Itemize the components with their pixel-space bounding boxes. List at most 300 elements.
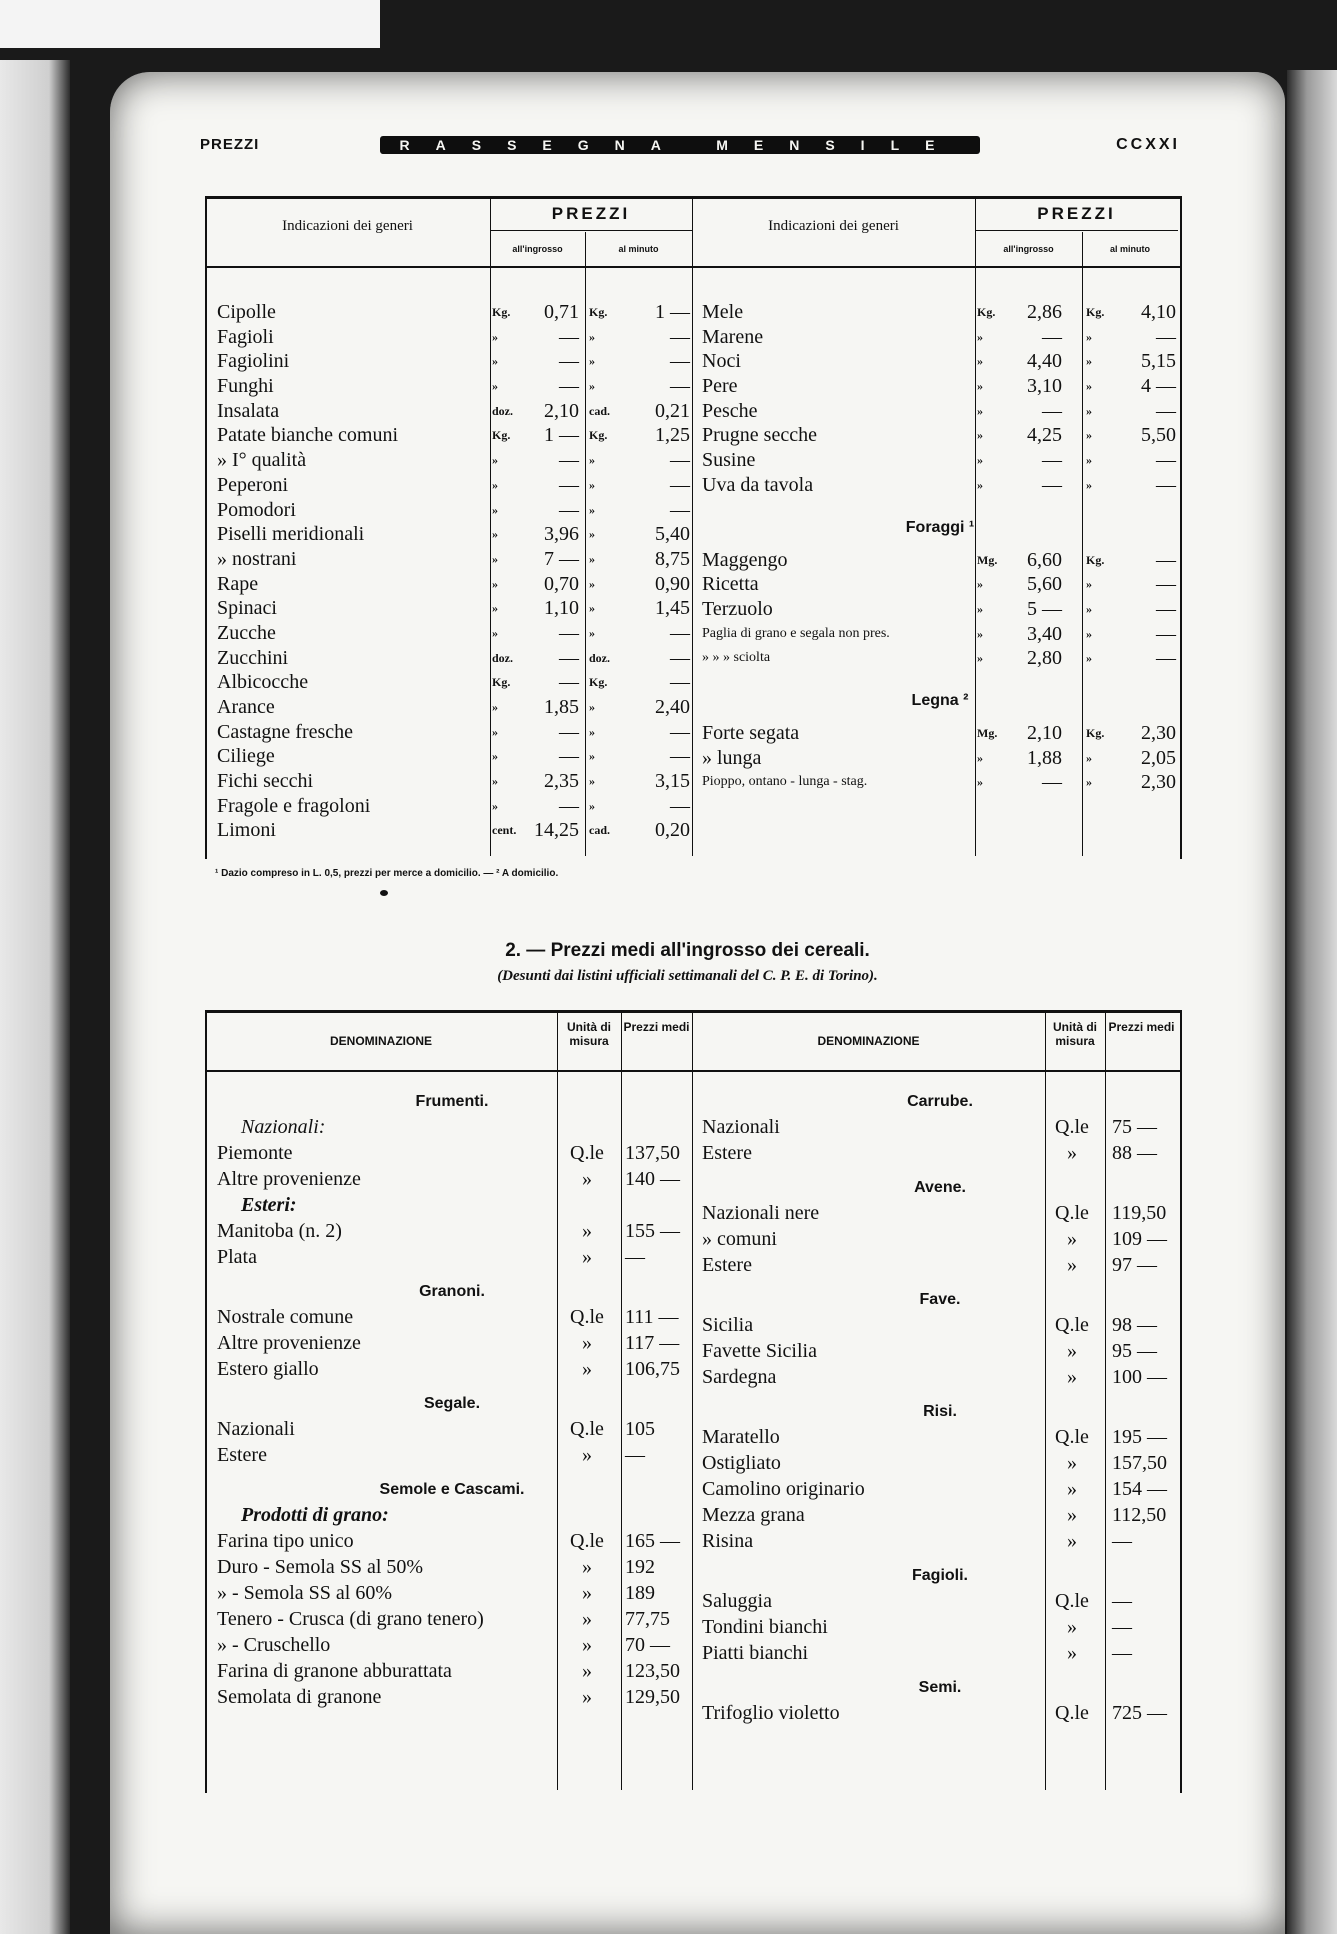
price-ingrosso: 14,25	[534, 819, 579, 842]
item-name: » - Cruschello	[217, 1634, 331, 1656]
item-name: Prugne secche	[702, 424, 817, 447]
price-minuto: —	[1156, 647, 1176, 670]
price-ingrosso: 5,60	[1027, 573, 1062, 596]
unit-minuto: Kg.	[1086, 552, 1105, 567]
unit-ingrosso: »	[492, 576, 498, 591]
header-price-right: Prezzi medi	[1108, 1020, 1175, 1034]
unit-minuto: doz.	[589, 650, 610, 665]
table-row	[217, 720, 690, 745]
unit-minuto: Kg.	[1086, 725, 1105, 740]
average-price: 119,50	[1112, 1202, 1167, 1224]
item-name: Nazionali	[217, 1418, 295, 1440]
table-row	[217, 1684, 687, 1710]
table-row	[217, 325, 690, 350]
item-name: Funghi	[217, 375, 274, 398]
unit-of-measure: »	[1067, 1642, 1077, 1664]
price-minuto: 2,05	[1141, 746, 1176, 769]
table-row	[702, 473, 1178, 498]
unit-minuto: »	[589, 601, 595, 616]
average-price: 100 —	[1112, 1366, 1167, 1388]
table-row	[217, 1606, 687, 1632]
unit-of-measure: »	[1067, 1504, 1077, 1526]
section-granoni: Granoni.	[419, 1283, 485, 1300]
table-row	[217, 769, 690, 794]
price-ingrosso: —	[559, 325, 579, 348]
table-row	[217, 498, 690, 523]
header-minuto-right: al minuto	[1110, 244, 1150, 254]
running-header	[200, 132, 1180, 172]
unit-minuto: »	[1086, 577, 1092, 592]
unit-ingrosso: »	[492, 700, 498, 714]
table-row	[217, 374, 690, 399]
item-name: Tenero - Crusca (di grano tenero)	[217, 1608, 484, 1630]
unit-of-measure: Q.le	[1055, 1116, 1089, 1138]
price-minuto: —	[1156, 449, 1176, 472]
price-minuto: 3,15	[655, 770, 690, 793]
item-name: Maggengo	[702, 548, 788, 571]
price-minuto: 1 —	[655, 301, 690, 323]
price-minuto: —	[670, 325, 690, 348]
item-name: Ciliege	[217, 745, 275, 768]
unit-minuto: »	[589, 453, 595, 468]
left-rows	[217, 1080, 687, 1710]
table-row	[217, 1528, 687, 1554]
average-price: —	[625, 1246, 645, 1268]
item-name: Nazionali nere	[702, 1202, 820, 1224]
table-row	[217, 423, 690, 448]
item-name: Altre provenienze	[217, 1332, 361, 1354]
unit-minuto: »	[1086, 601, 1092, 616]
average-price: —	[625, 1444, 645, 1466]
unit-ingrosso: Kg.	[492, 305, 511, 319]
unit-minuto: »	[1086, 750, 1092, 765]
item-name: » » » sciolta	[702, 650, 771, 666]
item-name: Farina tipo unico	[217, 1530, 354, 1552]
table-row	[702, 1476, 1178, 1502]
section-legna: Legna ²	[911, 691, 969, 709]
unit-ingrosso: »	[492, 527, 498, 542]
unit-ingrosso: »	[977, 329, 983, 344]
section-risi: Risi.	[923, 1403, 957, 1420]
unit-ingrosso: doz.	[492, 650, 513, 665]
table-row	[702, 597, 1178, 622]
table-row	[217, 794, 690, 819]
price-ingrosso: 0,71	[544, 301, 579, 323]
price-ingrosso: 3,96	[544, 523, 579, 546]
table-row	[217, 1218, 687, 1244]
item-name: » comuni	[702, 1228, 777, 1250]
unit-ingrosso: »	[977, 775, 983, 790]
header-subrule	[490, 230, 692, 231]
table-row	[217, 473, 690, 498]
price-ingrosso: 2,86	[1027, 301, 1062, 323]
price-ingrosso: 6,60	[1027, 548, 1062, 571]
price-ingrosso: 0,70	[544, 572, 579, 595]
price-ingrosso: 1,88	[1027, 746, 1062, 769]
unit-minuto: cad.	[589, 403, 610, 418]
item-name: Mezza grana	[702, 1504, 805, 1526]
average-price: 109 —	[1112, 1228, 1167, 1250]
subsection-esteri: Esteri:	[241, 1194, 297, 1216]
unit-minuto: »	[1086, 626, 1092, 641]
header-ingrosso-right: all'ingrosso	[1003, 244, 1054, 254]
item-name: Castagne fresche	[217, 720, 354, 743]
unit-of-measure: Q.le	[1055, 1202, 1089, 1224]
table-row	[702, 1200, 1178, 1226]
header-ingrosso-left: all'ingrosso	[512, 244, 563, 254]
section-foraggi: Foraggi ¹	[905, 518, 975, 536]
price-minuto: 1,25	[655, 424, 690, 447]
item-name: Spinaci	[217, 597, 277, 620]
table-row	[702, 646, 1178, 671]
average-price: 195 —	[1112, 1426, 1167, 1448]
average-price: —	[1112, 1530, 1132, 1552]
table-row	[217, 1632, 687, 1658]
price-ingrosso: —	[559, 646, 579, 669]
price-ingrosso: —	[559, 375, 579, 398]
table-row	[217, 744, 690, 769]
item-name: Cipolle	[217, 301, 276, 323]
unit-of-measure: Q.le	[570, 1142, 604, 1164]
average-price: 105	[625, 1418, 655, 1440]
price-ingrosso: —	[559, 720, 579, 743]
item-name: Terzuolo	[702, 597, 773, 620]
unit-ingrosso: Kg.	[492, 428, 511, 443]
section-carrube: Carrube.	[907, 1093, 973, 1110]
unit-ingrosso: »	[977, 379, 983, 394]
average-price: 112,50	[1112, 1504, 1167, 1526]
right-rows	[702, 300, 1178, 795]
scan-left-margin	[0, 60, 70, 1934]
table-row	[702, 1140, 1178, 1166]
unit-of-measure: »	[582, 1444, 592, 1466]
item-name: Ricetta	[702, 573, 759, 596]
unit-of-measure: Q.le	[570, 1306, 604, 1328]
item-name: Insalata	[217, 399, 280, 422]
unit-of-measure: »	[582, 1332, 592, 1354]
unit-minuto: »	[1086, 651, 1092, 666]
item-name: Paglia di grano e segala non pres.	[702, 625, 890, 641]
header-unit-left: Unità di misura	[567, 1020, 611, 1048]
item-name: Pioppo, ontano - lunga - stag.	[702, 774, 868, 790]
section-frumenti: Frumenti.	[415, 1093, 489, 1110]
unit-minuto: »	[589, 477, 595, 492]
unit-of-measure: »	[1067, 1478, 1077, 1500]
item-name: Pesche	[702, 399, 758, 422]
unit-ingrosso: »	[977, 428, 983, 443]
item-name: Fagioli	[217, 325, 274, 348]
unit-minuto: »	[589, 329, 595, 344]
unit-ingrosso: »	[492, 329, 498, 344]
unit-minuto: »	[1086, 354, 1092, 369]
unit-minuto: Kg.	[589, 305, 608, 319]
unit-minuto: Kg.	[1086, 305, 1105, 319]
unit-minuto: cad.	[589, 823, 610, 838]
item-name: Estere	[217, 1444, 267, 1466]
table-row	[217, 1304, 687, 1330]
table-row	[217, 621, 690, 646]
price-minuto: —	[1156, 622, 1176, 645]
price-minuto: 0,90	[655, 572, 690, 595]
average-price: 725 —	[1112, 1702, 1167, 1724]
unit-of-measure: »	[1067, 1340, 1077, 1362]
unit-ingrosso: »	[492, 749, 498, 764]
price-minuto: 0,20	[655, 819, 690, 842]
item-name: Trifoglio violetto	[702, 1702, 840, 1724]
unit-minuto: »	[1086, 775, 1092, 790]
table-row	[217, 300, 690, 325]
header-generi-left: Indicazioni dei generi	[282, 218, 413, 234]
item-name: Camolino originario	[702, 1478, 865, 1500]
table-row	[702, 1588, 1178, 1614]
table-row	[702, 325, 1178, 350]
price-minuto: 5,50	[1141, 424, 1176, 447]
item-name: Duro - Semola SS al 50%	[217, 1556, 424, 1578]
unit-minuto: »	[589, 354, 595, 369]
unit-of-measure: »	[582, 1634, 592, 1656]
table-row	[217, 596, 690, 621]
table-row	[702, 1502, 1178, 1528]
unit-ingrosso: »	[492, 354, 498, 369]
subsection-prodotti: Prodotti di grano:	[241, 1504, 389, 1526]
unit-of-measure: »	[582, 1556, 592, 1578]
price-minuto: —	[1156, 548, 1176, 571]
table-row	[702, 548, 1178, 573]
average-price: —	[1112, 1616, 1132, 1638]
header-page-number: CCXXI	[1116, 136, 1180, 153]
table-row	[702, 572, 1178, 597]
item-name: Estere	[702, 1142, 752, 1164]
header-den-left: DENOMINAZIONE	[330, 1034, 432, 1048]
unit-ingrosso: Kg.	[492, 675, 511, 690]
item-name: Albicocche	[217, 671, 309, 694]
table-row	[217, 695, 690, 720]
price-ingrosso: —	[1042, 449, 1062, 472]
unit-of-measure: Q.le	[1055, 1314, 1089, 1336]
unit-ingrosso: »	[492, 502, 498, 517]
price-ingrosso: —	[559, 794, 579, 817]
footnote: ¹ Dazio compreso in L. 0,5, prezzi per merce a domicilio. — ² A domicilio.	[215, 868, 559, 879]
unit-minuto: Kg.	[589, 428, 608, 443]
table-row	[217, 1554, 687, 1580]
item-name: Plata	[217, 1246, 257, 1268]
table-row	[702, 1640, 1178, 1666]
table-row	[702, 1614, 1178, 1640]
unit-minuto: »	[589, 551, 595, 566]
header-prezzi-left: PREZZI	[551, 204, 631, 223]
item-name: Piatti bianchi	[702, 1642, 809, 1664]
price-ingrosso: —	[1042, 399, 1062, 422]
price-ingrosso: 5 —	[1027, 597, 1062, 620]
table-row	[217, 1166, 687, 1192]
price-minuto: 5,15	[1141, 350, 1176, 373]
unit-ingrosso: »	[977, 601, 983, 616]
average-price: 77,75	[625, 1608, 670, 1630]
average-price: 189	[625, 1582, 655, 1604]
section-subtitle: (Desunti dai listini ufficiali settimanali del C. P. E. di Torino).	[497, 968, 878, 984]
section-avene: Avene.	[914, 1179, 966, 1196]
table-row	[217, 670, 690, 695]
table-row	[217, 572, 690, 597]
left-rows	[217, 300, 690, 843]
price-minuto: —	[670, 671, 690, 694]
price-minuto: —	[670, 375, 690, 398]
average-price: —	[1112, 1642, 1132, 1664]
unit-minuto: »	[1086, 379, 1092, 394]
price-ingrosso: 3,40	[1027, 622, 1062, 645]
unit-ingrosso: doz.	[492, 403, 513, 418]
unit-ingrosso: Kg.	[977, 305, 996, 319]
item-name: Piemonte	[217, 1142, 293, 1164]
price-minuto: 5,40	[655, 523, 690, 546]
item-name: Risina	[702, 1530, 754, 1552]
table-row	[217, 448, 690, 473]
unit-of-measure: »	[582, 1582, 592, 1604]
unit-minuto: »	[1086, 403, 1092, 418]
unit-ingrosso: »	[492, 774, 498, 789]
price-minuto: —	[670, 449, 690, 472]
unit-ingrosso: »	[492, 724, 498, 739]
unit-ingrosso: Mg.	[977, 552, 998, 567]
right-rows	[702, 1080, 1178, 1726]
unit-of-measure: Q.le	[570, 1530, 604, 1552]
header-generi-right: Indicazioni dei generi	[768, 218, 899, 234]
unit-of-measure: Q.le	[1055, 1702, 1089, 1724]
price-minuto: —	[1156, 597, 1176, 620]
ink-blot	[380, 890, 388, 896]
average-price: 97 —	[1112, 1254, 1157, 1276]
average-price: 98 —	[1112, 1314, 1157, 1336]
unit-ingrosso: »	[977, 354, 983, 369]
table-row	[217, 1442, 687, 1468]
unit-ingrosso: »	[492, 379, 498, 394]
header-prezzi-right: PREZZI	[1037, 204, 1116, 223]
item-name: Nazionali	[702, 1116, 780, 1138]
average-price: 75 —	[1112, 1116, 1157, 1138]
price-ingrosso: 2,80	[1027, 647, 1062, 670]
table-row	[217, 1580, 687, 1606]
item-name: Fragole e fragoloni	[217, 794, 371, 817]
item-name: Zucchini	[217, 646, 289, 669]
unit-ingrosso: »	[977, 750, 983, 765]
table-row	[702, 1364, 1178, 1390]
table-row	[217, 1140, 687, 1166]
price-ingrosso: 2,35	[544, 770, 579, 793]
table-prices-retail	[205, 196, 1180, 856]
item-name: Saluggia	[702, 1590, 772, 1612]
average-price: 106,75	[625, 1358, 680, 1380]
table-row	[217, 399, 690, 424]
table-row	[217, 1356, 687, 1382]
price-ingrosso: 1,10	[544, 597, 579, 620]
item-name: » lunga	[702, 746, 762, 769]
item-name: Forte segata	[702, 721, 800, 744]
price-ingrosso: 2,10	[1027, 721, 1062, 744]
average-price: 155 —	[625, 1220, 680, 1242]
price-minuto: 4 —	[1141, 375, 1176, 398]
average-price: 123,50	[625, 1660, 680, 1682]
item-name: Tondini bianchi	[702, 1616, 828, 1638]
unit-minuto: »	[1086, 477, 1092, 492]
table-row	[702, 1450, 1178, 1476]
average-price: 192	[625, 1556, 655, 1578]
unit-ingrosso: »	[492, 453, 498, 468]
column-rule	[692, 1010, 693, 1790]
price-ingrosso: 1 —	[544, 424, 579, 447]
average-price: 129,50	[625, 1686, 680, 1708]
unit-ingrosso: »	[492, 625, 498, 640]
unit-of-measure: »	[1067, 1142, 1077, 1164]
item-name: Mele	[702, 301, 744, 323]
item-name: Farina di granone abburattata	[217, 1660, 452, 1682]
unit-of-measure: Q.le	[570, 1418, 604, 1440]
section-fagioli: Fagioli.	[912, 1567, 968, 1584]
table-row	[702, 374, 1178, 399]
unit-minuto: Kg.	[589, 675, 608, 690]
header-subrule	[975, 230, 1178, 231]
unit-ingrosso: »	[977, 403, 983, 418]
unit-of-measure: Q.le	[1055, 1590, 1089, 1612]
unit-minuto: »	[589, 798, 595, 813]
price-ingrosso: —	[559, 498, 579, 521]
unit-minuto: »	[589, 774, 595, 789]
unit-of-measure: »	[582, 1608, 592, 1630]
unit-of-measure: »	[582, 1246, 592, 1268]
unit-of-measure: »	[1067, 1530, 1077, 1552]
item-name: Fichi secchi	[217, 770, 314, 793]
price-minuto: —	[670, 720, 690, 743]
price-minuto: 0,21	[655, 399, 690, 422]
item-name: Estero giallo	[217, 1358, 319, 1380]
unit-minuto: »	[589, 379, 595, 394]
header-unit-right: Unità di misura	[1053, 1020, 1097, 1048]
price-ingrosso: —	[559, 449, 579, 472]
unit-ingrosso: cent.	[492, 823, 517, 838]
item-name: Nostrale comune	[217, 1306, 354, 1328]
unit-of-measure: »	[1067, 1254, 1077, 1276]
price-minuto: —	[670, 646, 690, 669]
item-name: Favette Sicilia	[702, 1340, 817, 1362]
average-price: 157,50	[1112, 1452, 1167, 1474]
price-ingrosso: 1,85	[544, 696, 579, 718]
unit-minuto: »	[589, 502, 595, 517]
item-name: Fagiolini	[217, 350, 290, 373]
unit-ingrosso: »	[977, 453, 983, 468]
table-row	[702, 1424, 1178, 1450]
price-ingrosso: —	[559, 745, 579, 768]
average-price: 117 —	[625, 1332, 680, 1354]
average-price: 165 —	[625, 1530, 680, 1552]
unit-ingrosso: »	[492, 477, 498, 492]
unit-minuto: »	[589, 527, 595, 542]
scan-edge-tab	[0, 0, 380, 48]
average-price: 95 —	[1112, 1340, 1157, 1362]
table-row	[217, 1416, 687, 1442]
unit-minuto: »	[1086, 453, 1092, 468]
item-name: Piselli meridionali	[217, 523, 365, 546]
price-minuto: —	[1156, 573, 1176, 596]
item-name: » - Semola SS al 60%	[217, 1582, 392, 1604]
unit-ingrosso: »	[977, 651, 983, 666]
item-name: Patate bianche comuni	[217, 424, 399, 447]
table-row	[702, 1528, 1178, 1554]
unit-of-measure: »	[582, 1168, 592, 1190]
price-minuto: —	[1156, 399, 1176, 422]
table-row	[217, 1330, 687, 1356]
column-rule	[692, 196, 693, 856]
item-name: Sicilia	[702, 1314, 754, 1336]
item-name: Semolata di granone	[217, 1686, 382, 1708]
